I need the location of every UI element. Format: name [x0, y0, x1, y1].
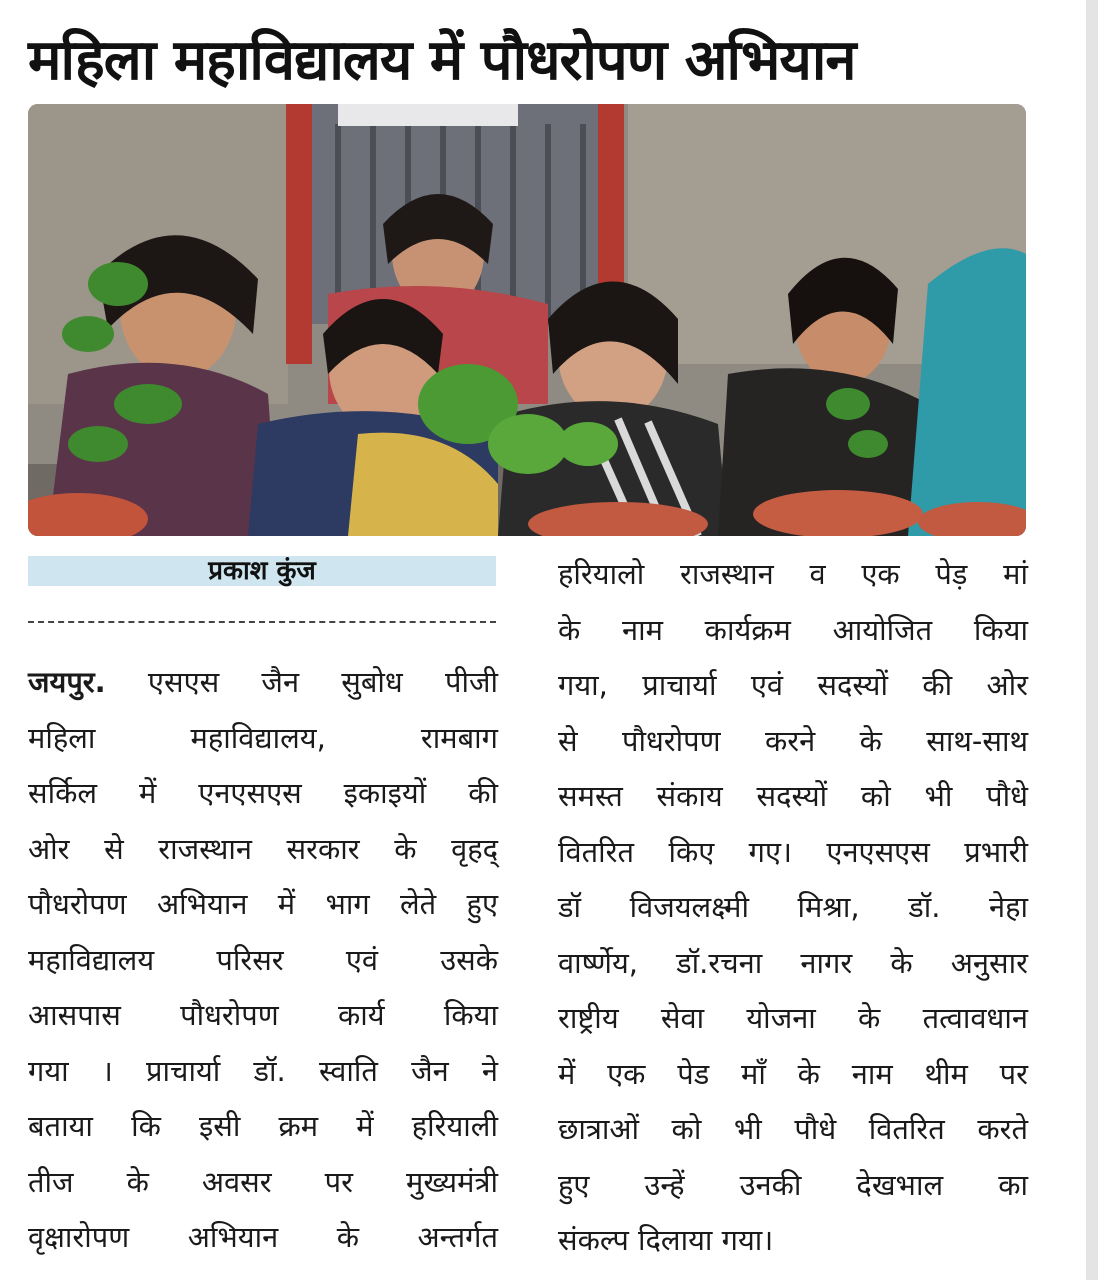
text-line: पौधरोपण अभियान में भाग लेते हुए	[28, 887, 498, 921]
text-line: छात्राओं को भी पौधे वितरित करते	[558, 1112, 1028, 1146]
text-line: ओर से राजस्थान सरकार के वृहद्	[28, 831, 498, 866]
text-line: आसपास पौधरोपण कार्य किया	[28, 998, 498, 1032]
headline: महिला महाविद्यालय में पौधरोपण अभियान	[28, 28, 856, 93]
text-line: डॉ विजयलक्ष्मी मिश्रा, डॉ. नेहा	[558, 890, 1028, 924]
article-photo	[28, 104, 1026, 536]
text-line: महिला महाविद्यालय, रामबाग	[28, 720, 498, 755]
article-column-right	[558, 547, 1028, 1269]
text-line: वितरित किए गए। एनएसएस प्रभारी	[558, 834, 1028, 869]
dateline: जयपुर.	[28, 665, 106, 699]
text-line: सर्किल में एनएसएस इकाइयों की	[28, 776, 498, 810]
text-line: बताया कि इसी क्रम में हरियाली	[28, 1109, 498, 1143]
text-line: वार्ष्णेय, डॉ.रचना नागर के अनुसार	[558, 945, 1028, 980]
text-line: में एक पेड माँ के नाम थीम पर	[558, 1056, 1028, 1091]
text-line: गया, प्राचार्या एवं सदस्यों की ओर	[558, 668, 1028, 702]
byline-divider	[28, 621, 496, 623]
text-line: तीज के अवसर पर मुख्यमंत्री	[28, 1164, 498, 1199]
text-line: समस्त संकाय सदस्यों को भी पौधे	[558, 779, 1028, 813]
article-column-left	[28, 655, 498, 1266]
text-line: हरियालो राजस्थान व एक पेड़ मां	[558, 557, 1028, 591]
text-line: महाविद्यालय परिसर एवं उसके	[28, 942, 498, 977]
women-planting-saplings-photo	[28, 104, 1026, 536]
text-line: जयपुर. एसएस जैन सुबोध पीजी	[28, 665, 498, 699]
text-line: वृक्षारोपण अभियान के अन्तर्गत	[28, 1220, 498, 1254]
text-line: गया । प्राचार्या डॉ. स्वाति जैन ने	[28, 1053, 498, 1088]
text-line: के नाम कार्यक्रम आयोजित किया	[558, 612, 1028, 647]
text-line: राष्ट्रीय सेवा योजना के तत्वावधान	[558, 1001, 1028, 1035]
text-line: संकल्प दिलाया गया।	[558, 1223, 774, 1257]
page-edge-strip	[1086, 0, 1098, 1280]
text-line: से पौधरोपण करने के साथ-साथ	[558, 723, 1028, 758]
text-line: हुए उन्हें उनकी देखभाल का	[558, 1167, 1028, 1202]
byline: प्रकाश कुंज	[28, 556, 496, 586]
